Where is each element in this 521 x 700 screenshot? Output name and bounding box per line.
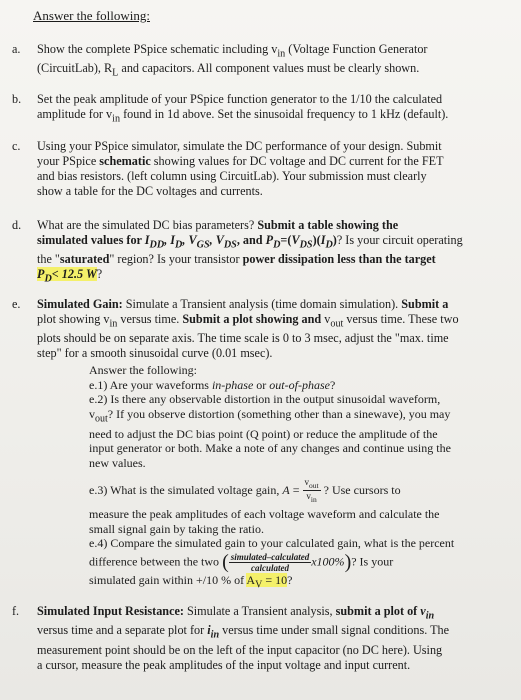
answer-heading: Answer the following: bbox=[33, 8, 150, 23]
text-line: a cursor, measure the peak amplitudes of the input voltage and input current. bbox=[37, 657, 411, 672]
text-line: (CircuitLab), $R_L$ and capacitors. All component values must be clearly shown. bbox=[37, 61, 420, 79]
text-line: the "saturated" region? Is your transistor power dissipation less than the target bbox=[37, 252, 436, 267]
item-body bbox=[37, 604, 508, 673]
percent-fraction bbox=[229, 552, 312, 573]
item-letter: f. bbox=[12, 604, 20, 618]
text-line: Show the complete PSpice schematic including $v_{in}$ (Voltage Function Generator bbox=[37, 42, 428, 60]
text-span: difference between the two bbox=[89, 554, 223, 569]
text-line: plot showing $v_{in}$ versus time. Submit a plot showing and $v_{out}$ versus time. These two bbox=[37, 312, 459, 330]
item-letter: e. bbox=[12, 297, 21, 311]
text-line: step" for a smooth sinusoidal curve (0.01 msec). bbox=[37, 346, 273, 361]
gain-symbol: A bbox=[282, 482, 290, 497]
text-line: measure the peak amplitudes of each voltage waveform and calculate the bbox=[89, 507, 440, 522]
text-span: e.3) What is the simulated voltage gain, bbox=[89, 482, 283, 497]
text-span: x100% bbox=[311, 554, 345, 569]
item-letter: a. bbox=[12, 42, 21, 56]
text-line: $P_D< 12.5$ W? bbox=[37, 267, 103, 285]
text-line: new values. bbox=[89, 455, 146, 470]
text-line: Using your PSpice simulator, simulate the DC performance of your design. Submit bbox=[37, 139, 442, 153]
text-line bbox=[89, 573, 499, 593]
text-line: amplitude for $v_{in}$ found in 1d above. Set the sinusoidal frequency to 1 kHz (default). bbox=[37, 107, 449, 125]
text-line: show a table for the DC voltages and currents. bbox=[37, 184, 263, 198]
text-span: simulated gain within +/10 % of bbox=[89, 572, 247, 587]
sub-questions-e bbox=[89, 363, 499, 593]
text-line: simulated values for $I_{DD}$, $I_D$, $V_{GS}$, $V_{DS}$, and $P_D=(V_{DS})(I_D)$? Is your circuit operating bbox=[37, 233, 463, 251]
item-body bbox=[37, 218, 508, 287]
text-span: ? Use cursors to bbox=[320, 482, 401, 497]
item-letter: d. bbox=[12, 218, 22, 232]
text-line: measurement point should be on the left of the input capacitor (no DC here). Using bbox=[37, 642, 443, 657]
text-line: e.4) Compare the simulated gain to your calculated gain, what is the percent bbox=[89, 536, 455, 551]
text-line: e.2) Is there any observable distortion in the output sinusoidal waveform, bbox=[89, 392, 441, 407]
text-line: need to adjust the DC bias point (Q point) or reduce the amplitude of the bbox=[89, 426, 438, 441]
text-line: your PSpice schematic showing values for DC voltage and DC current for the FET bbox=[37, 154, 444, 168]
item-body bbox=[37, 92, 508, 126]
text-line: small signal gain by taking the ratio. bbox=[89, 521, 264, 536]
text-span: ? Is your bbox=[351, 554, 394, 569]
item-body bbox=[37, 139, 508, 199]
text-line: e.3) What is the simulated voltage gain, A = $\frac{v_{out}}{v_{in}}$ ? Use cursors to bbox=[89, 476, 401, 505]
text-line: and bias resistors. (left column using CircuitLab). Your submission must clearly bbox=[37, 169, 427, 183]
text-line: e.1) Are your waveforms in-phase or out-of-phase? bbox=[89, 377, 336, 392]
text-line: Set the peak amplitude of your PSpice function generator to the 1/10 the calculated bbox=[37, 92, 443, 106]
text-line: input generator or both. Make a note of any changes and continue using the bbox=[89, 441, 451, 456]
sub-heading: Answer the following: bbox=[89, 363, 197, 377]
text-line: Simulated Gain: Simulate a Transient analysis (time domain simulation). Submit a bbox=[37, 297, 449, 311]
text-line: What are the simulated DC bias parameters? Submit a table showing the bbox=[37, 218, 399, 232]
text-line: plots should be on separate axis. The time scale is 0 to 3 msec, adjust the "max. time bbox=[37, 331, 449, 346]
fraction-numerator: simulated–calculated bbox=[230, 551, 310, 562]
gain-fraction: $\frac{v_{out}}{v_{in}}$ bbox=[304, 476, 319, 505]
item-letter: b. bbox=[12, 92, 22, 106]
text-span: ? bbox=[287, 572, 293, 587]
text-line: versus time and a separate plot for $i_{in}$ versus time under small signal conditions. The bbox=[37, 623, 450, 641]
item-letter: c. bbox=[12, 139, 21, 153]
item-body bbox=[37, 42, 508, 81]
text-line: difference between the two ( $\frac{\text{simulated–calculated}}{\text{calculated}}$ x100%)? Is your bbox=[89, 551, 394, 574]
fraction-denominator: calculated bbox=[250, 562, 289, 573]
item-body bbox=[37, 297, 508, 361]
highlight: $A_V = 10$ bbox=[246, 572, 288, 591]
text-line: $v_{out}$? If you observe distortion (something other than a sinewave), you may bbox=[89, 406, 451, 425]
text-line: Simulated Input Resistance: Simulate a Transient analysis, submit a plot of $v_{in}$ bbox=[37, 604, 435, 622]
